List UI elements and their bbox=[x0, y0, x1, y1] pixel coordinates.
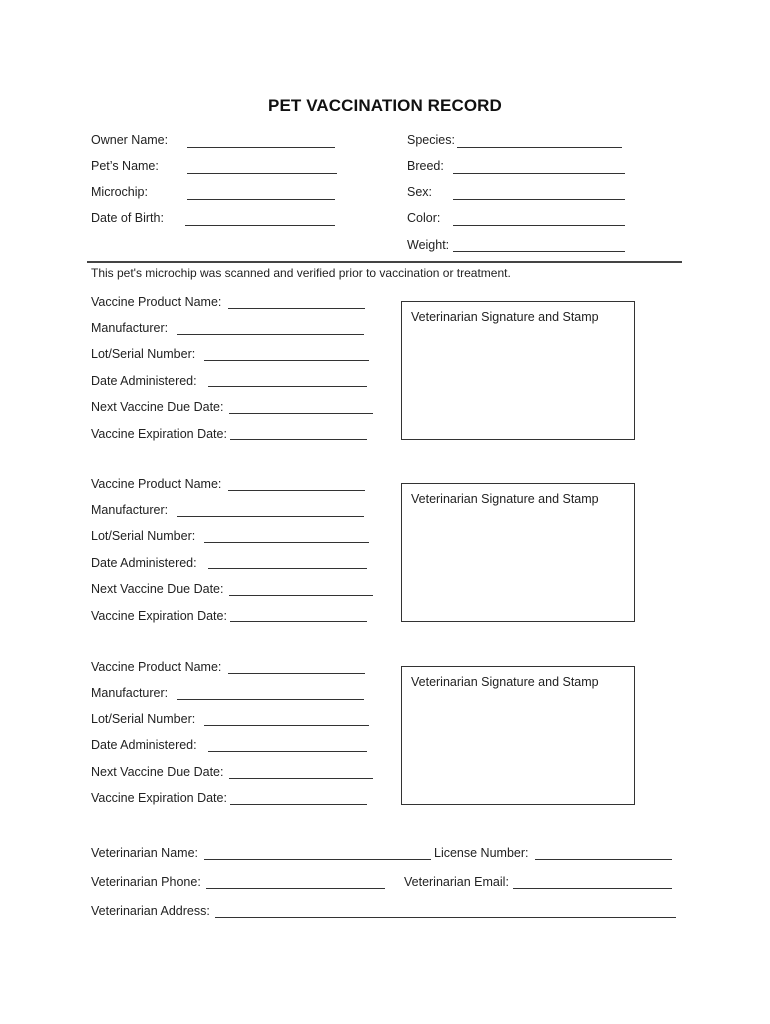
next-due-date-field[interactable] bbox=[229, 778, 373, 779]
color-label: Color: bbox=[407, 211, 441, 225]
veterinarian-email-label: Veterinarian Email: bbox=[404, 875, 509, 889]
microchip-label: Microchip: bbox=[91, 185, 148, 199]
date-of-birth-label: Date of Birth: bbox=[91, 211, 164, 225]
manufacturer-label: Manufacturer: bbox=[91, 503, 169, 517]
microchip-note: This pet's microchip was scanned and verified prior to vaccination or treatment. bbox=[91, 266, 511, 280]
veterinarian-address-label: Veterinarian Address: bbox=[91, 904, 210, 918]
date-administered-field[interactable] bbox=[208, 386, 367, 387]
vaccine-product-name-field[interactable] bbox=[228, 308, 365, 309]
veterinarian-phone-field[interactable] bbox=[206, 888, 385, 889]
owner-name-label: Owner Name: bbox=[91, 133, 169, 147]
signature-box-label: Veterinarian Signature and Stamp bbox=[411, 492, 599, 506]
color-field[interactable] bbox=[453, 225, 625, 226]
lot-serial-label: Lot/Serial Number: bbox=[91, 712, 196, 726]
lot-serial-field[interactable] bbox=[204, 360, 369, 361]
signature-stamp-box[interactable] bbox=[401, 301, 635, 440]
date-administered-field[interactable] bbox=[208, 751, 367, 752]
date-administered-label: Date Administered: bbox=[91, 738, 197, 752]
manufacturer-field[interactable] bbox=[177, 334, 364, 335]
vaccine-product-name-label: Vaccine Product Name: bbox=[91, 295, 222, 309]
breed-label: Breed: bbox=[407, 159, 444, 173]
vaccine-product-name-field[interactable] bbox=[228, 673, 365, 674]
microchip-field[interactable] bbox=[187, 199, 335, 200]
expiration-date-label: Vaccine Expiration Date: bbox=[91, 609, 227, 623]
pets-name-label: Pet’s Name: bbox=[91, 159, 159, 173]
date-of-birth-field[interactable] bbox=[185, 225, 335, 226]
veterinarian-email-field[interactable] bbox=[513, 888, 672, 889]
date-administered-label: Date Administered: bbox=[91, 556, 197, 570]
weight-field[interactable] bbox=[453, 251, 625, 252]
species-field[interactable] bbox=[457, 147, 622, 148]
vaccine-product-name-field[interactable] bbox=[228, 490, 365, 491]
signature-stamp-box[interactable] bbox=[401, 666, 635, 805]
license-number-label: License Number: bbox=[434, 846, 529, 860]
vaccine-product-name-label: Vaccine Product Name: bbox=[91, 660, 222, 674]
sex-field[interactable] bbox=[453, 199, 625, 200]
manufacturer-field[interactable] bbox=[177, 699, 364, 700]
veterinarian-phone-label: Veterinarian Phone: bbox=[91, 875, 201, 889]
vaccine-product-name-label: Vaccine Product Name: bbox=[91, 477, 222, 491]
signature-box-label: Veterinarian Signature and Stamp bbox=[411, 310, 599, 324]
next-due-date-label: Next Vaccine Due Date: bbox=[91, 400, 224, 414]
next-due-date-field[interactable] bbox=[229, 413, 373, 414]
sex-label: Sex: bbox=[407, 185, 433, 199]
next-due-date-label: Next Vaccine Due Date: bbox=[91, 765, 224, 779]
veterinarian-name-label: Veterinarian Name: bbox=[91, 846, 199, 860]
date-administered-label: Date Administered: bbox=[91, 374, 197, 388]
expiration-date-label: Vaccine Expiration Date: bbox=[91, 791, 227, 805]
signature-stamp-box[interactable] bbox=[401, 483, 635, 622]
lot-serial-label: Lot/Serial Number: bbox=[91, 347, 196, 361]
license-number-field[interactable] bbox=[535, 859, 672, 860]
page-title: PET VACCINATION RECORD bbox=[268, 96, 502, 115]
manufacturer-field[interactable] bbox=[177, 516, 364, 517]
date-administered-field[interactable] bbox=[208, 568, 367, 569]
lot-serial-label: Lot/Serial Number: bbox=[91, 529, 196, 543]
pets-name-field[interactable] bbox=[187, 173, 337, 174]
expiration-date-field[interactable] bbox=[230, 621, 367, 622]
expiration-date-field[interactable] bbox=[230, 804, 367, 805]
section-divider bbox=[87, 261, 682, 263]
next-due-date-field[interactable] bbox=[229, 595, 373, 596]
veterinarian-name-field[interactable] bbox=[204, 859, 431, 860]
signature-box-label: Veterinarian Signature and Stamp bbox=[411, 675, 599, 689]
breed-field[interactable] bbox=[453, 173, 625, 174]
species-label: Species: bbox=[407, 133, 455, 147]
manufacturer-label: Manufacturer: bbox=[91, 321, 169, 335]
expiration-date-label: Vaccine Expiration Date: bbox=[91, 427, 227, 441]
veterinarian-address-field[interactable] bbox=[215, 917, 676, 918]
manufacturer-label: Manufacturer: bbox=[91, 686, 169, 700]
weight-label: Weight: bbox=[407, 238, 450, 252]
lot-serial-field[interactable] bbox=[204, 542, 369, 543]
next-due-date-label: Next Vaccine Due Date: bbox=[91, 582, 224, 596]
owner-name-field[interactable] bbox=[187, 147, 335, 148]
expiration-date-field[interactable] bbox=[230, 439, 367, 440]
lot-serial-field[interactable] bbox=[204, 725, 369, 726]
